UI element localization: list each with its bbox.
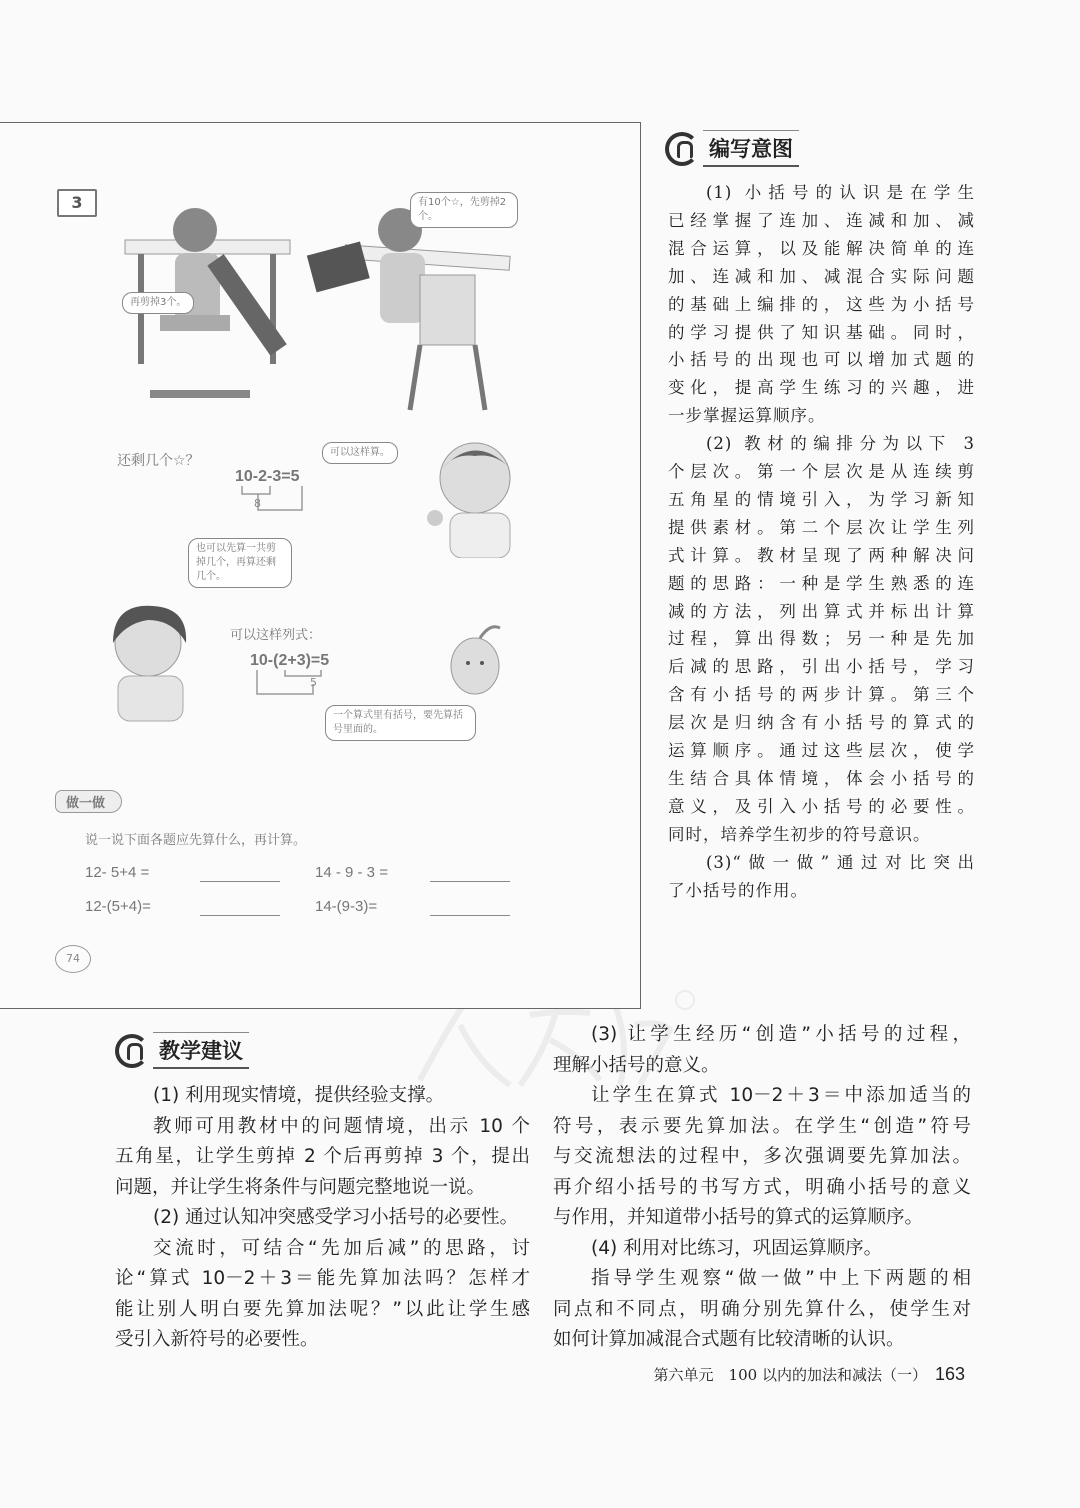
- speech-bubble-calc: 可以这样算。: [322, 442, 398, 464]
- intent-paragraph-line: 混合运算，以及能解决简单的连: [668, 238, 975, 258]
- speech-bubble-cut-two: 有10个☆，先剪掉2个。: [410, 192, 518, 228]
- intent-heading-text: 编写意图: [703, 130, 799, 167]
- intent-paragraph-line: (3)“做一做”通过对比突出: [706, 852, 975, 872]
- step-bracket-2: [255, 670, 335, 696]
- suggestion-left-line: 问题，并让学生将条件与问题完整地说一说。: [115, 1176, 486, 1198]
- answer-blank-3: [200, 914, 280, 916]
- pear-mascot-illustration: [440, 618, 510, 703]
- exercise-4: 14-(9-3)=: [315, 898, 378, 915]
- boy-illustration: [415, 438, 525, 558]
- page-number: 163: [934, 1364, 965, 1384]
- suggestion-left-line: (2) 通过认知冲突感受学习小括号的必要性。: [153, 1207, 519, 1228]
- step-result-2: 5: [310, 676, 317, 689]
- speech-bubble-alternative: 也可以先算一共剪掉几个，再算还剩几个。: [188, 538, 292, 588]
- example-number-badge: [57, 189, 97, 217]
- step-bracket-1: [240, 486, 310, 512]
- speech-bubble-cut-three: 再剪掉3个。: [122, 292, 194, 314]
- equation-with-parentheses: 10-(2+3)=5: [250, 652, 330, 669]
- section-logo-icon: [665, 132, 699, 166]
- example-number: 3: [71, 193, 83, 212]
- suggestion-right-line: 理解小括号的意义。: [553, 1054, 720, 1076]
- suggestion-right-line: 同点和不同点，明确分别先算什么，使学生对: [553, 1298, 971, 1320]
- intent-paragraph-line: 变化，提高学生练习的兴趣，进: [668, 378, 975, 398]
- intent-heading: [665, 130, 799, 167]
- intent-paragraph-line: 同时，培养学生初步的符号意识。: [668, 824, 931, 844]
- intent-paragraph-line: 层次是归纳含有小括号的算式的: [668, 713, 975, 733]
- intent-paragraph-line: 的基础上编排的，这些为小括号: [668, 294, 975, 314]
- intent-paragraph-line: 减的方法，列出算式并标出计算: [668, 601, 975, 621]
- intent-paragraph-line: 一步掌握运算顺序。: [668, 406, 826, 426]
- suggestion-left-line: 教师可用教材中的问题情境，出示 10 个: [153, 1115, 530, 1137]
- list-prompt: 可以这样列式：: [230, 628, 322, 643]
- suggestion-left-line: 能让别人明白要先算加法呢？”以此让学生感: [115, 1298, 530, 1320]
- intent-paragraph-line: 个层次。第一个层次是从连续剪: [668, 462, 975, 481]
- page-footer: [654, 1364, 965, 1385]
- answer-blank-2: [430, 880, 510, 882]
- textbook-page-number: 74: [55, 945, 91, 973]
- exercise-3: 12-(5+4)=: [85, 898, 151, 915]
- suggestion-right-line: 再介绍小括号的书写方式，明确小括号的意义: [553, 1176, 971, 1198]
- intent-paragraph-line: 式计算。教材呈现了两种解决问: [668, 545, 975, 565]
- intent-paragraph-line: 了小括号的作用。: [668, 880, 808, 900]
- intent-paragraph-line: 后减的思路，引出小括号，学习: [668, 657, 975, 677]
- girl-illustration: [98, 598, 208, 723]
- suggestion-left-line: 受引入新符号的必要性。: [115, 1329, 319, 1350]
- suggestion-right-line: 让学生在算式 10－2＋3＝中添加适当的: [591, 1085, 971, 1106]
- intent-paragraph-line: 小括号的出现也可以增加式题的: [668, 350, 975, 370]
- intent-paragraph-line: (2) 教材的编排分为以下 3: [706, 434, 975, 454]
- suggestions-heading-text: 教学建议: [153, 1032, 249, 1069]
- intent-paragraph-line: 加、连减和加、减混合实际问题: [668, 266, 975, 286]
- suggestion-right-line: 与交流想法的过程中，多次强调要先算加法。: [553, 1146, 971, 1167]
- suggestion-left-line: (1) 利用现实情境，提供经验支撑。: [153, 1085, 445, 1106]
- intent-paragraph-line: 生结合具体情境，体会小括号的: [668, 768, 975, 788]
- intent-paragraph-line: 意义，及引入小括号的必要性。: [668, 796, 975, 816]
- practice-instruction: 说一说下面各题应先算什么，再计算。: [85, 833, 307, 848]
- question-text: 还剩几个☆？: [117, 453, 200, 469]
- suggestion-right-line: 指导学生观察“做一做”中上下两题的相: [591, 1268, 971, 1289]
- suggestion-left-line: 五角星，让学生剪掉 2 个后再剪掉 3 个，提出: [115, 1146, 530, 1167]
- speech-bubble-parentheses-rule: 一个算式里有括号，要先算括号里面的。: [325, 705, 476, 741]
- suggestion-right-line: (4) 利用对比练习，巩固运算顺序。: [591, 1237, 883, 1259]
- intent-paragraph-line: 提供素材。第二个层次让学生列: [668, 517, 975, 537]
- suggestion-right-line: 与作用，并知道带小括号的算式的运算顺序。: [553, 1207, 924, 1228]
- step-result-1: 8: [254, 497, 261, 510]
- equation-consecutive-subtraction: 10-2-3=5: [235, 468, 300, 485]
- intent-paragraph-line: (1) 小括号的认识是在学生: [706, 183, 975, 202]
- exercise-2: 14 - 9 - 3 =: [315, 864, 388, 881]
- suggestion-right-line: (3) 让学生经历“创造”小括号的过程，: [591, 1024, 971, 1045]
- answer-blank-1: [200, 880, 280, 882]
- suggestion-right-line: 如何计算加减混合式题有比较清晰的认识。: [553, 1329, 905, 1350]
- intent-paragraph-line: 题的思路：一种是学生熟悉的连: [668, 573, 975, 593]
- suggestion-left-line: 论“算式 10－2＋3＝能先算加法吗？怎样才: [115, 1268, 530, 1289]
- practice-tag: 做一做: [55, 790, 122, 813]
- intent-paragraph-line: 过程，算出得数；另一种是先加: [668, 629, 975, 649]
- intent-paragraph-line: 运算顺序。通过这些层次，使学: [668, 741, 975, 760]
- exercise-1: 12- 5+4 =: [85, 864, 150, 881]
- intent-paragraph-line: 的学习提供了知识基础。同时，: [668, 322, 975, 342]
- suggestions-heading: [115, 1032, 249, 1069]
- suggestion-left-line: 交流时，可结合“先加后减”的思路，讨: [153, 1237, 530, 1259]
- intent-paragraph-line: 五角星的情境引入，为学习新知: [668, 489, 975, 509]
- intent-paragraph-line: 含有小括号的两步计算。第三个: [668, 685, 975, 705]
- section-logo-icon: [115, 1034, 149, 1068]
- answer-blank-4: [430, 914, 510, 916]
- chapter-title: 第六单元 100 以内的加法和减法（一）: [653, 1366, 927, 1384]
- intent-paragraph-line: 已经掌握了连加、连减和加、减: [668, 210, 975, 230]
- suggestion-right-line: 符号，表示要先算加法。在学生“创造”符号: [553, 1115, 971, 1137]
